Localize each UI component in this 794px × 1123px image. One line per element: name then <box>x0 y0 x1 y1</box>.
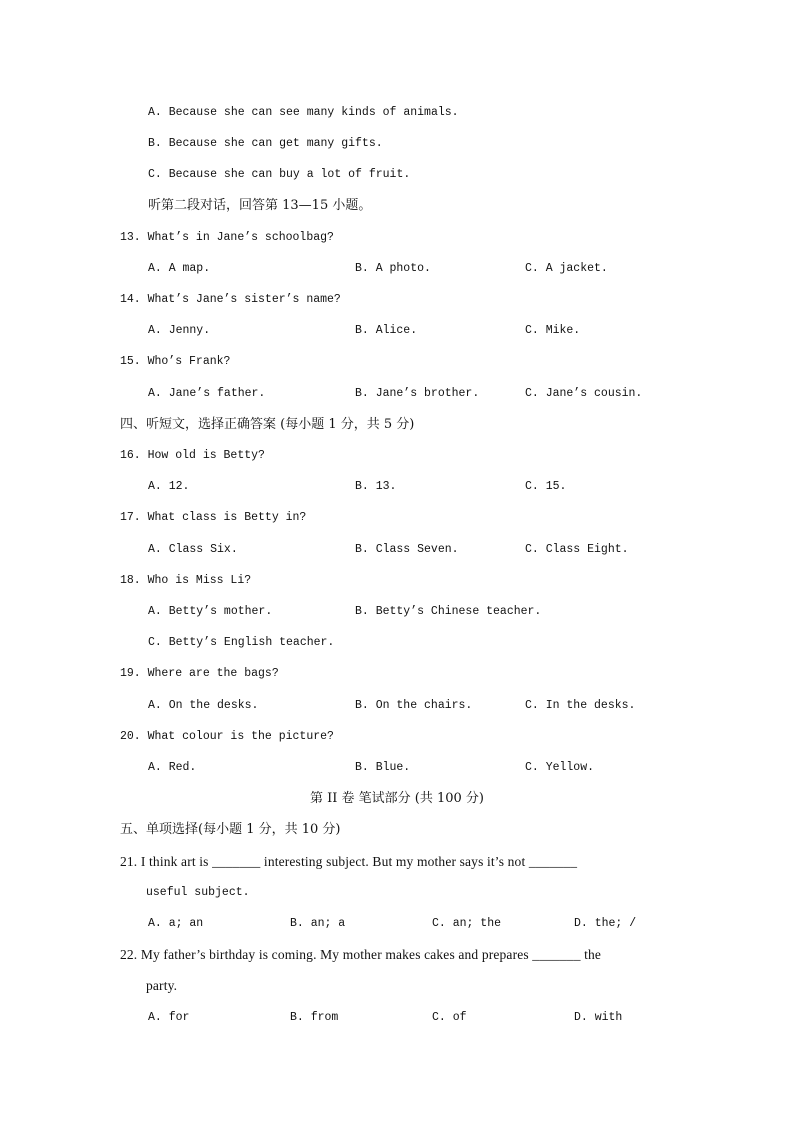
question-19-stem: 19. Where are the bags? <box>120 667 279 680</box>
question-14-option-a: A. Jenny. <box>148 324 211 337</box>
question-18-option-b: B. Betty’s Chinese teacher. <box>355 605 542 618</box>
question-15-option-c: C. Jane’s cousin. <box>525 387 643 400</box>
question-13-stem: 13. What’s in Jane’s schoolbag? <box>120 231 334 244</box>
question-22-option-c: C. of <box>432 1011 467 1024</box>
question-21-stem-line-2: useful subject. <box>146 886 250 899</box>
question-17-option-b: B. Class Seven. <box>355 543 459 556</box>
question-22-stem-line-2: party. <box>146 978 178 993</box>
section-5-heading: 五、单项选择(每小题 1 分，共 10 分) <box>120 822 341 837</box>
question-15-option-b: B. Jane’s brother. <box>355 387 480 400</box>
question-21-option-b: B. an; a <box>290 917 346 930</box>
section-4-heading: 四、听短文，选择正确答案 (每小题 1 分，共 5 分) <box>120 417 415 432</box>
question-13-option-c: C. A jacket. <box>525 262 608 275</box>
question-20-option-a: A. Red. <box>148 761 197 774</box>
question-18-stem: 18. Who is Miss Li? <box>120 574 252 587</box>
question-14-stem: 14. What’s Jane’s sister’s name? <box>120 293 341 306</box>
question-21-option-c: C. an; the <box>432 917 502 930</box>
question-12-option-c: C. Because she can buy a lot of fruit. <box>148 168 411 181</box>
question-12-option-b: B. Because she can get many gifts. <box>148 137 383 150</box>
part-2-title: 第 II 卷 笔试部分 (共 100 分) <box>309 791 485 806</box>
question-22-stem-line-1: 22. My father’s birthday is coming. My mother makes cakes and prepares _______ the <box>120 947 602 962</box>
question-22-option-b: B. from <box>290 1011 339 1024</box>
question-13-option-a: A. A map. <box>148 262 211 275</box>
question-14-option-b: B. Alice. <box>355 324 418 337</box>
question-18-option-a: A. Betty’s mother. <box>148 605 273 618</box>
question-20-option-c: C. Yellow. <box>525 761 595 774</box>
question-21-option-a: A. a; an <box>148 917 204 930</box>
question-20-option-b: B. Blue. <box>355 761 411 774</box>
question-20-stem: 20. What colour is the picture? <box>120 730 334 743</box>
question-17-option-a: A. Class Six. <box>148 543 238 556</box>
question-19-option-b: B. On the chairs. <box>355 699 473 712</box>
dialogue-2-instruction: 听第二段对话，回答第 13—15 小题。 <box>148 198 372 213</box>
question-13-option-b: B. A photo. <box>355 262 431 275</box>
question-22-option-d: D. with <box>574 1011 623 1024</box>
question-16-option-b: B. 13. <box>355 480 397 493</box>
question-18-option-c: C. Betty’s English teacher. <box>148 636 335 649</box>
question-22-option-a: A. for <box>148 1011 190 1024</box>
question-21-option-d: D. the; / <box>574 917 637 930</box>
question-21-stem-line-1: 21. I think art is _______ interesting subject. But my mother says it’s not _______ <box>120 854 578 869</box>
question-16-stem: 16. How old is Betty? <box>120 449 265 462</box>
question-19-option-a: A. On the desks. <box>148 699 259 712</box>
question-17-stem: 17. What class is Betty in? <box>120 511 307 524</box>
question-16-option-c: C. 15. <box>525 480 567 493</box>
question-12-option-a: A. Because she can see many kinds of animals. <box>148 106 459 119</box>
question-15-stem: 15. Who’s Frank? <box>120 355 231 368</box>
question-19-option-c: C. In the desks. <box>525 699 636 712</box>
question-14-option-c: C. Mike. <box>525 324 581 337</box>
question-17-option-c: C. Class Eight. <box>525 543 629 556</box>
question-15-option-a: A. Jane’s father. <box>148 387 266 400</box>
question-16-option-a: A. 12. <box>148 480 190 493</box>
